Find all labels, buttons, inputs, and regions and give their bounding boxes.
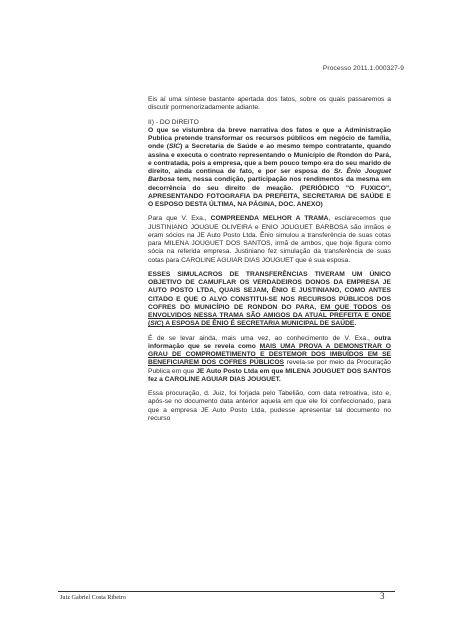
trama-text-a: Para que V. Exa., [148,215,211,223]
paragraph-procuracao: Essa procuração, d. Juiz, foi forjada pelo Tabelião, com data retroativa, isto e, após-se no documento data anterior aquela em que ele foi confeccionado, para que a empresa JE Auto Posto Ltda, pudesse apresentar tal documento no recurso [148,390,391,422]
trama-text-b: , esclarecemos que JUSTINIANO JOUGUE OLIVEIRA e ENIO JOUGUET BARBOSA são irmãos e eram sócios na JE Auto Posto Ltda. Ênio simulou a transferência de suas cotas para MILENA JOUGUET DOS SANTOS, irmã de ambos, que hoje figura como sócia na referida empresa. Justiniano fez simulação da transferência de suas cotas para CAROLINE AGUIAR DIAS JOUGUET que é sua esposa. [148,215,391,264]
paragraph-trama [148,215,391,265]
simulacros-underline-a: EM QUE TODOS OS ENVOLVIDOS NESSA TRAMA SÃO AMIGOS DA ATUAL PREFEITA E ONDE ( [148,303,391,328]
sic-mark: SIC [168,143,181,151]
simulacros-text: ESSES SIMULACROS DE TRANSFERÊNCIAS TIVERAM UM ÚNICO OBJETIVO DE CAMUFLAR OS VERDADEIROS DONOS DA EMPRESA JE AUTO POSTO LTDA, QUAIS SEJAM, ÊNIO E JUSTINIANO, COMO ANTES CITADO E QUE O ALVO CONSTITUI-SE NOS RECURSOS PÚBLICOS DOS COFRES DO MUNICÍPIO DE RONDON DO PARA, [148,270,391,311]
simulacros-end: . [354,320,357,328]
direito-text-b: ) a Secretaria de Saúde e ao mesmo tempo contratante, quando assina e executa o contrato representando o Município de Rondon do Pará, e contratada, pois a empresa, que a bem pouco tempo era do seu marido de direito, ainda continua de fato, e por ser esposa do [148,143,391,175]
paragraph-procuracao-intro [148,335,391,385]
intro-text-b: outra informação que se revela como [148,334,391,350]
direito-text-a: O que se vislumbra da breve narrativa dos fatos e que a Administração Publica pretende transformar os recursos públicos em negócio de família, onde ( [148,126,391,151]
intro-underline: MAIS UMA PROVA A DEMONSTRAR O GRAU DE COMPROMETIMENTO E DESTEMOR DOS IMBUÍDOS EM SE BENEFICIAREM DOS COFRES PÚBLICOS [148,342,391,367]
footer-divider [58,591,395,592]
simulacros-underline-b: ) A ESPOSA DE ÊNIO É SECRETARIA MUNICIPAL DE SAÚDE [161,320,355,328]
document-body [148,96,391,429]
intro-text-a: É de se levar ainda, mais uma vez, ao conhecimento de V. Exa., [148,334,375,342]
direito-text-c: tem, nessa condição, participação nos rendimentos da mesma em decorrência do seu direito de meação. (PERIÓDICO "O FUXICO", APRESENTANDO FOTOGRAFIA DA PREFEITA, SECRETARIA DE SAÚDE E O ESPOSO DESTA ÚLTIMA, NA PÁGINA, DOC. ANEXO) [148,176,391,208]
intro-text-c: revela-se por meio da Procuração Publica em que [148,359,392,375]
process-number: Processo 2011.1.000327-9 [322,65,404,72]
sic-mark-2: SIC [150,320,162,328]
intro-text-d: JE Auto Posto Ltda em que MILENA JOUGUET DOS SANTOS fez a CAROLINE AGUIAR DIAS JOUGUET. [148,367,391,383]
paragraph-direito [148,119,391,210]
trama-bold: COMPREENDA MELHOR A TRAMA [210,215,329,223]
paragraph-simulacros [148,271,391,329]
footer-author: Juiz Gabriel Costa Ribeiro [60,594,126,601]
paragraph-summary: Eis aí uma síntese bastante apertada dos fatos, sobre os quais passaremos a discutir pormenorizadamente adiante. [148,96,391,112]
page-number: 3 [380,591,385,601]
section-heading: II) - DO DIREITO [148,118,199,126]
sr-name: Sr. Ênio Jouguet Barbosa [148,168,391,184]
